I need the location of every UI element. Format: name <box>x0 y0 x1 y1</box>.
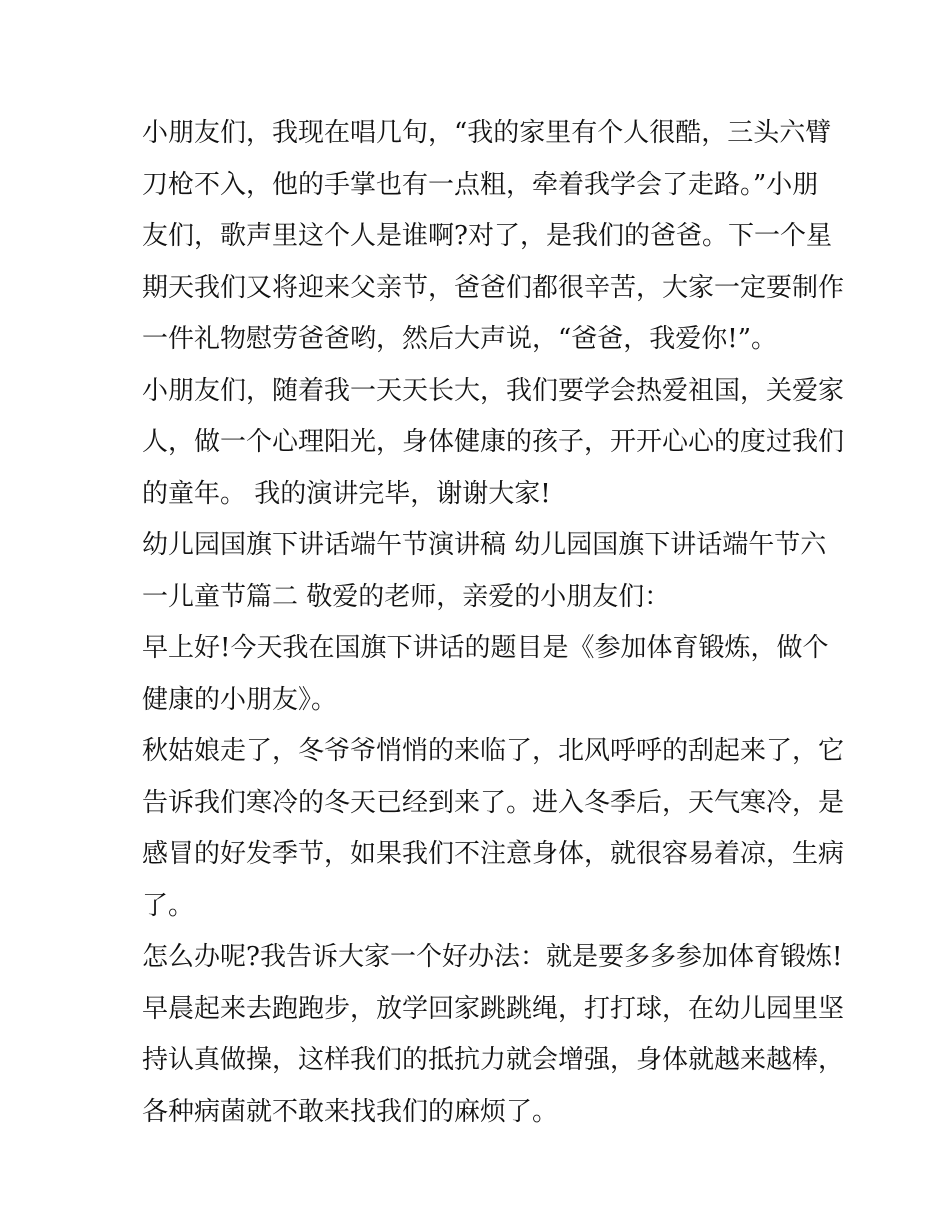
text-line: 怎么办呢?我告诉大家一个好办法：就是要多多参加体育锻炼! <box>142 942 843 972</box>
text-line: 了。 <box>142 890 195 921</box>
text-line: 一件礼物慰劳爸爸哟，然后大声说，“爸爸，我爱你!”。 <box>142 324 778 354</box>
text-line: 一儿童节篇二 敬爱的老师，亲爱的小朋友们： <box>142 581 671 612</box>
text-line: 幼儿园国旗下讲话端午节演讲稿 幼儿园国旗下讲话端午节六 <box>142 530 827 560</box>
text-line: 的童年。 我的演讲完毕，谢谢大家! <box>142 478 551 509</box>
text-line: 秋姑娘走了，冬爷爷悄悄的来临了，北风呼呼的刮起来了，它 <box>142 736 845 766</box>
text-line: 各种病菌就不敢来找我们的麻烦了。 <box>142 1096 559 1127</box>
text-line: 期天我们又将迎来父亲节，爸爸们都很辛苦，大家一定要制作 <box>142 272 845 303</box>
text-line: 健康的小朋友》。 <box>142 684 338 715</box>
text-line: 感冒的好发季节，如果我们不注意身体，就很容易着凉，生病 <box>142 839 845 869</box>
document-body <box>142 108 845 1138</box>
text-line: 早晨起来去跑跑步，放学回家跳跳绳，打打球，在幼儿园里坚 <box>142 993 845 1024</box>
text-line: 小朋友们，我现在唱几句，“我的家里有个人很酷，三头六臂 <box>142 118 832 148</box>
text-line: 刀枪不入，他的手掌也有一点粗，牵着我学会了走路。”小朋 <box>142 169 819 200</box>
text-line: 早上好!今天我在国旗下讲话的题目是《参加体育锻炼，做个 <box>142 633 829 663</box>
text-line: 友们，歌声里这个人是谁啊?对了，是我们的爸爸。下一个星 <box>142 221 832 251</box>
text-line: 小朋友们，随着我一天天长大，我们要学会热爱祖国，关爱家 <box>142 375 845 406</box>
text-line: 告诉我们寒冷的冬天已经到来了。进入冬季后，天气寒冷，是 <box>142 787 845 818</box>
text-line: 人，做一个心理阳光，身体健康的孩子，开开心心的度过我们 <box>142 427 845 457</box>
text-line: 持认真做操，这样我们的抵抗力就会增强，身体就越来越棒， <box>142 1045 845 1075</box>
